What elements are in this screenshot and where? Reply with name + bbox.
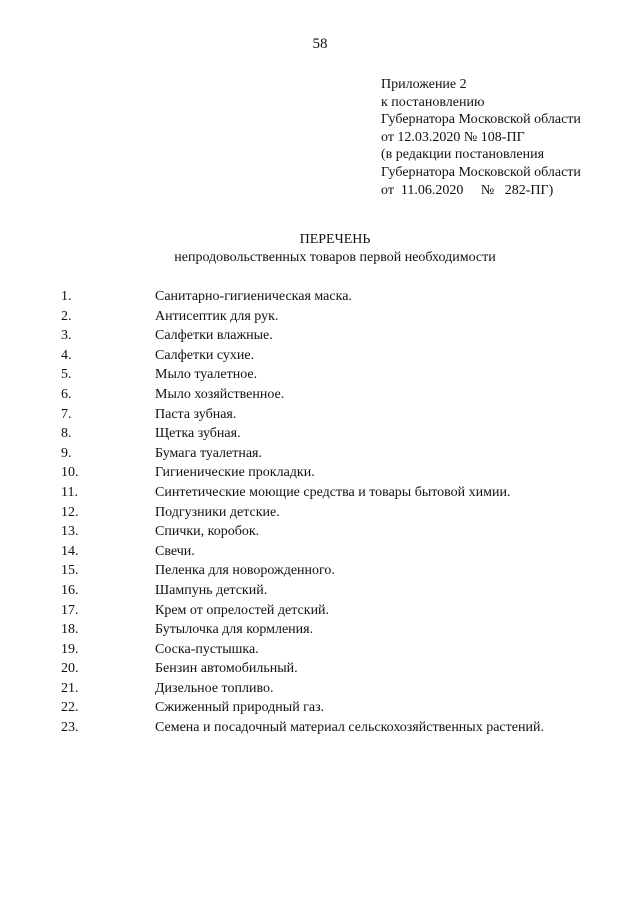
list-item-number: 22. bbox=[61, 700, 79, 716]
list-item-text: Спички, коробок. bbox=[155, 524, 260, 540]
appendix-line: Губернатора Московской области bbox=[381, 164, 581, 180]
list-item-text: Мыло туалетное. bbox=[155, 367, 258, 383]
list-item-number: 21. bbox=[61, 680, 79, 696]
list-item-number: 9. bbox=[61, 445, 72, 461]
list-item bbox=[61, 561, 631, 581]
list-item-number: 1. bbox=[61, 289, 72, 304]
appendix-line: Приложение 2 bbox=[381, 77, 467, 92]
list-item-number: 20. bbox=[61, 661, 79, 677]
list-item-number: 7. bbox=[61, 406, 72, 422]
list-item-text: Антисептик для рук. bbox=[155, 308, 279, 324]
document-subtitle: непродовольственных товаров первой необходимости bbox=[174, 250, 496, 265]
list-item bbox=[61, 365, 631, 385]
list-item-number: 2. bbox=[61, 308, 72, 324]
list-item-text: Бензин автомобильный. bbox=[155, 661, 298, 677]
list-item bbox=[61, 444, 631, 464]
list-item-number: 18. bbox=[61, 622, 79, 638]
list-item-text: Шампунь детский. bbox=[155, 582, 268, 598]
list-item-text: Синтетические моющие средства и товары бытовой химии. bbox=[155, 484, 511, 500]
appendix-line: от 12.03.2020 № 108-ПГ bbox=[381, 129, 525, 145]
list-item-text: Щетка зубная. bbox=[155, 426, 241, 442]
appendix-line: к постановлению bbox=[381, 94, 485, 110]
list-item bbox=[61, 640, 631, 660]
list-item-text: Пеленка для новорожденного. bbox=[155, 563, 335, 579]
list-item-number: 14. bbox=[61, 543, 79, 559]
list-item-number: 17. bbox=[61, 602, 79, 618]
list-item-number: 13. bbox=[61, 524, 79, 540]
list-item-text: Подгузники детские. bbox=[155, 504, 280, 520]
list-item-text: Паста зубная. bbox=[155, 406, 237, 422]
list-item-text: Бутылочка для кормления. bbox=[155, 622, 314, 638]
list-item-text: Дизельное топливо. bbox=[155, 680, 274, 696]
list-item bbox=[61, 463, 631, 483]
list-item-text: Салфетки влажные. bbox=[155, 328, 273, 344]
list-item-number: 12. bbox=[61, 504, 79, 520]
list-item-number: 8. bbox=[61, 426, 72, 442]
goods-list bbox=[61, 287, 631, 738]
list-item bbox=[61, 503, 631, 523]
list-item bbox=[61, 405, 631, 425]
list-item bbox=[61, 385, 631, 405]
list-item-text: Соска-пустышка. bbox=[155, 641, 259, 657]
list-item bbox=[61, 698, 631, 718]
list-item bbox=[61, 326, 631, 346]
list-item-text: Свечи. bbox=[155, 543, 195, 559]
list-item-number: 23. bbox=[61, 720, 79, 736]
page-number: 58 bbox=[312, 36, 328, 52]
appendix-line: Губернатора Московской области bbox=[381, 112, 581, 128]
appendix-header bbox=[381, 76, 631, 199]
list-item-number: 11. bbox=[61, 484, 78, 500]
list-item-text: Гигиенические прокладки. bbox=[155, 465, 315, 481]
list-item bbox=[61, 581, 631, 601]
list-item-text: Семена и посадочный материал сельскохозяйственных растений. bbox=[155, 720, 544, 736]
document-title: ПЕРЕЧЕНЬ bbox=[299, 232, 371, 247]
list-item-number: 19. bbox=[61, 641, 79, 657]
list-item-text: Салфетки сухие. bbox=[155, 347, 255, 363]
list-item-number: 4. bbox=[61, 347, 72, 363]
appendix-line: от 11.06.2020 № 282-ПГ) bbox=[381, 182, 554, 198]
list-item bbox=[61, 718, 631, 738]
list-item-number: 6. bbox=[61, 386, 72, 402]
list-item-text: Крем от опрелостей детский. bbox=[155, 602, 330, 618]
list-item bbox=[61, 346, 631, 366]
list-item-number: 10. bbox=[61, 465, 79, 481]
list-item-text: Санитарно-гигиеническая маска. bbox=[155, 289, 352, 304]
list-item-text: Мыло хозяйственное. bbox=[155, 386, 285, 402]
list-item bbox=[61, 522, 631, 542]
list-item bbox=[61, 601, 631, 621]
list-item bbox=[61, 679, 631, 699]
list-item bbox=[61, 483, 631, 503]
list-item-text: Сжиженный природный газ. bbox=[155, 700, 325, 716]
list-item bbox=[61, 287, 631, 307]
appendix-line: (в редакции постановления bbox=[381, 147, 545, 163]
list-item-number: 15. bbox=[61, 563, 79, 579]
list-item bbox=[61, 424, 631, 444]
list-item bbox=[61, 307, 631, 327]
list-item-text: Бумага туалетная. bbox=[155, 445, 262, 461]
list-item bbox=[61, 542, 631, 562]
list-item-number: 3. bbox=[61, 328, 72, 344]
list-item bbox=[61, 659, 631, 679]
list-item-number: 16. bbox=[61, 582, 79, 598]
list-item-number: 5. bbox=[61, 367, 72, 383]
list-item bbox=[61, 620, 631, 640]
